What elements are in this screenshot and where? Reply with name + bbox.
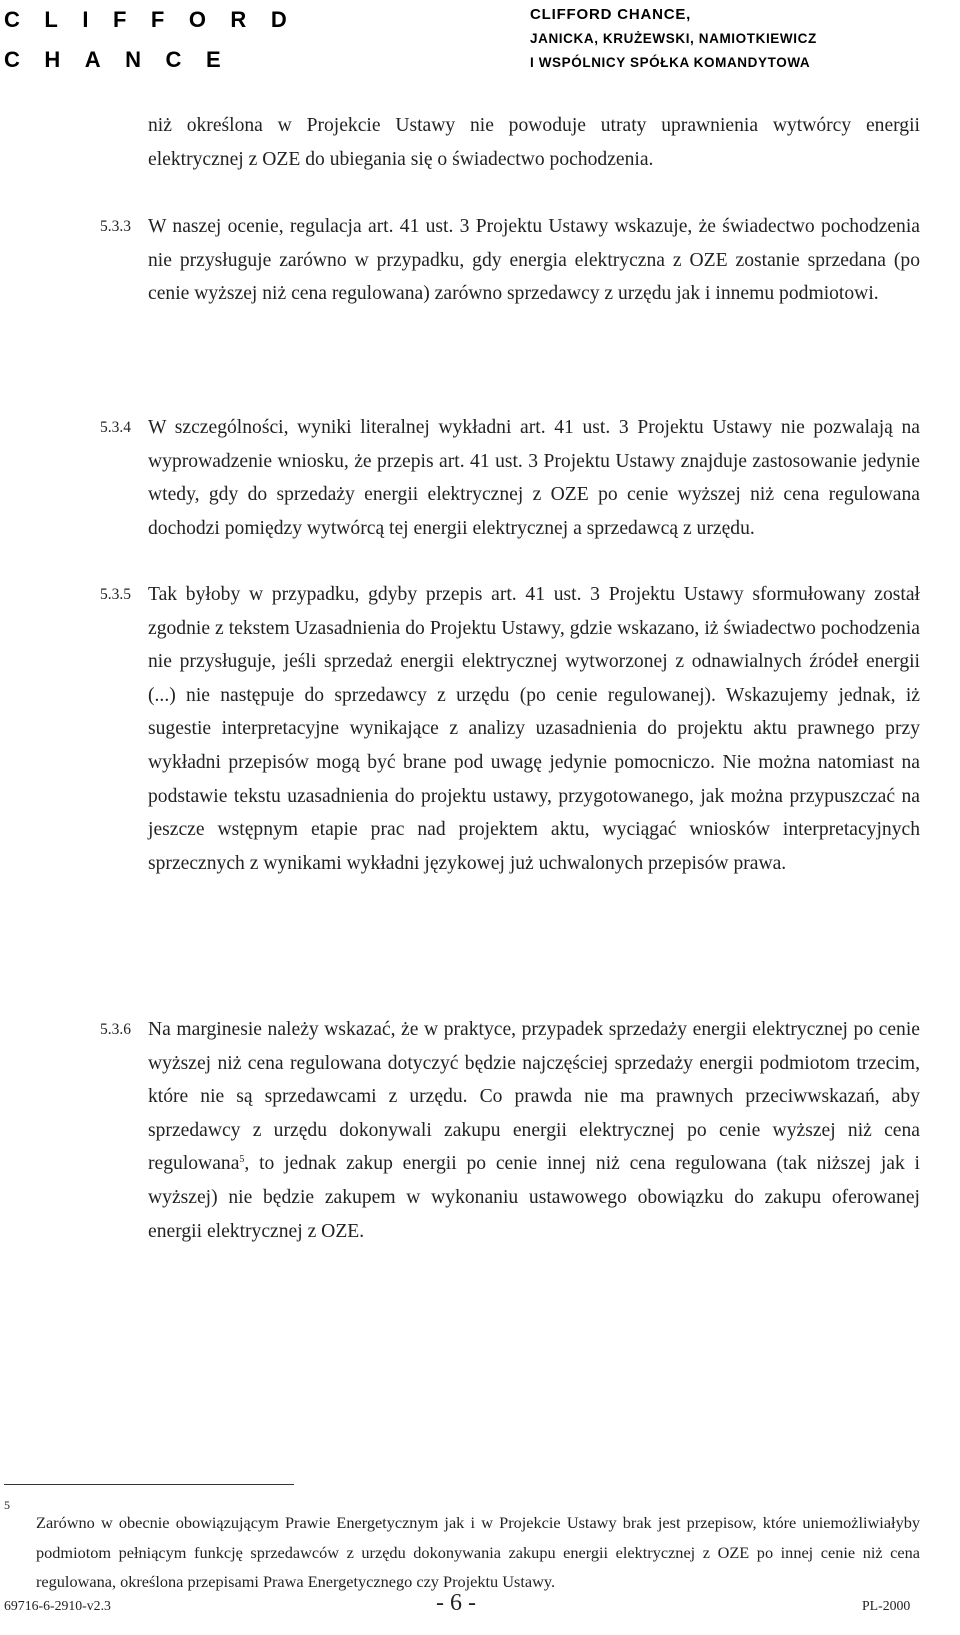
document-reference: PL-2000 <box>862 1598 911 1613</box>
footnote-number: 5 <box>4 1498 10 1512</box>
firm-name-line-3: I WSPÓLNICY SPÓŁKA KOMANDYTOWA <box>530 55 811 70</box>
clifford-chance-logo <box>4 0 311 80</box>
firm-name-line-1: CLIFFORD CHANCE, <box>530 6 692 23</box>
document-id: 69716-6-2910-v2.3 <box>4 1598 111 1613</box>
footnote-divider <box>4 1484 294 1485</box>
logo-line-1: CLIFFORD <box>4 7 312 32</box>
paragraph-number-5-3-3: 5.3.3 <box>100 218 131 235</box>
paragraph-number-5-3-5: 5.3.5 <box>100 586 131 603</box>
paragraph-5-3-4: W szczególności, wyniki literalnej wykładni art. 41 ust. 3 Projektu Ustawy nie pozwalają na wyprowadzenie wniosku, że przepis art. 41 ust. 3 Projektu Ustawy znajduje zastosowanie jedynie wtedy, gdy do sprzedaży energii elektrycznej z OZE po cenie wyższej niż cena regulowana dochodzi pomiędzy wytwórcą tej energii elektrycznej a sprzedawcą z urzędu. <box>148 417 920 539</box>
paragraph-5-3-6-text-part-2: , to jednak zakup energii po cenie innej niż cena regulowana (tak niższej jak i wyższej) nie będzie zakupem w wykonaniu ustawowego obowiązku do zakupu oferowanej energii elektrycznej z OZE. <box>148 1153 920 1242</box>
paragraph-number-5-3-4: 5.3.4 <box>100 419 131 436</box>
footnote-text: Zarówno w obecnie obowiązującym Prawie Energetycznym jak i w Projekcie Ustawy brak jest przepisow, które uniemożliwiałyby podmiotom pełniącym funkcję sprzedawców z urzędu dokonywania zakupu energii elektrycznej z OZE po innej cenie niż cena regulowana, określona przepisami Prawa Energetycznego czy Projektu Ustawy. <box>36 1513 920 1592</box>
footnote-reference[interactable]: 5 <box>239 1154 245 1166</box>
paragraph-5-3-6-text-part-1: Na marginesie należy wskazać, że w praktyce, przypadek sprzedaży energii elektrycznej po cenie wyższej niż cena regulowana dotyczyć będzie najczęściej sprzedaży energii podmiotom trzecim, które nie są sprzedawcami z urzędu. Co prawda nie ma prawnych przeciwwskazań, aby sprzedawcy z urzędu dokonywali zakupu energii elektrycznej po cenie wyższej niż cena regulowana <box>148 1019 920 1175</box>
paragraph-number-5-3-6: 5.3.6 <box>100 1021 131 1038</box>
paragraph-5-3-3: W naszej ocenie, regulacja art. 41 ust. 3 Projektu Ustawy wskazuje, że świadectwo pochodzenia nie przysługuje zarówno w przypadku, gdy energia elektryczna z OZE zostanie sprzedana (po cenie wyższej niż cena regulowana) zarówno sprzedawcy z urzędu jak i innemu podmiotowi. <box>148 216 920 305</box>
page-number: - 6 - <box>436 1590 476 1616</box>
paragraph-5-3-5: Tak byłoby w przypadku, gdyby przepis art. 41 ust. 3 Projektu Ustawy sformułowany został zgodnie z tekstem Uzasadnienia do Projektu Ustawy, gdzie wskazano, iż świadectwo pochodzenia nie przysługuje, jeśli sprzedaż energii elektrycznej wytworzonej z odnawialnych źródeł energii (...) nie następuje do sprzedawcy z urzędu (po cenie regulowanej). Wskazujemy jednak, iż sugestie interpretacyjne wynikające z analizy uzasadnienia do projektu aktu prawnego przy wykładni przepisów mogą być brane pod uwagę jedynie pomocniczo. Nie można natomiast na podstawie tekstu uzasadnienia do projektu ustawy, przygotowanego, jak można przypuszczać na jeszcze wstępnym etapie prac nad projektem aktu, wyciągać wniosków interpretacyjnych sprzecznych z wynikami wykładni językowej już uchwalonych przepisów prawa. <box>148 584 920 874</box>
paragraph-5-3-6 <box>148 1013 920 1248</box>
firm-name-line-2: JANICKA, KRUŻEWSKI, NAMIOTKIEWICZ <box>530 31 817 46</box>
firm-name <box>530 3 817 75</box>
logo-line-2: CHANCE <box>4 47 246 72</box>
paragraph-continuation: niż określona w Projekcie Ustawy nie powoduje utraty uprawnienia wytwórcy energii elektrycznej z OZE do ubiegania się o świadectwo pochodzenia. <box>148 115 920 170</box>
